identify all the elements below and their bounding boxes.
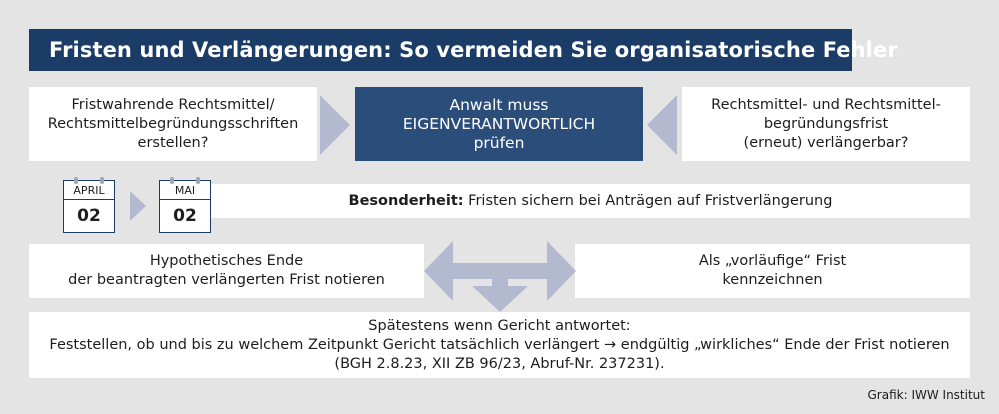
calendar-icon: [159, 180, 211, 233]
calendar-month: MAI: [160, 181, 210, 200]
box-rechtsmittel-erstellen: [29, 87, 317, 161]
calendar-icon: [63, 180, 115, 233]
box-text-line: prüfen: [473, 133, 525, 152]
arrow-right-icon: [128, 191, 148, 221]
page-title-text: Fristen und Verlängerungen: So vermeiden Sie organisatorische Fehler: [49, 38, 898, 62]
calendar-day: 02: [77, 206, 101, 226]
box-text-line: (BGH 2.8.23, XII ZB 96/23, Abruf-Nr. 237231).: [334, 355, 665, 372]
page-title: [29, 29, 898, 71]
box-text-line: EIGENVERANTWORTLICH: [402, 114, 596, 133]
besonderheit-text: Fristen sichern bei Anträgen auf Fristverlängerung: [463, 192, 833, 209]
box-gericht-antwortet: [29, 312, 970, 378]
box-text-line: Hypothetisches Ende: [149, 253, 304, 269]
box-besonderheit: [211, 184, 970, 218]
arrow-right-icon: [318, 95, 352, 155]
box-text-line: Als „vorläufige“ Frist: [698, 253, 847, 269]
box-text-line: erstellen?: [137, 134, 209, 151]
box-text-line: Rechtsmittel- und Rechtsmittel-: [711, 96, 941, 113]
box-text-line: der beantragten verlängerten Frist notieren: [68, 272, 385, 288]
box-anwalt-muss-pruefen: [355, 87, 643, 161]
besonderheit-label: Besonderheit:: [348, 192, 464, 209]
box-text-line: Fristwahrende Rechtsmittel/: [71, 96, 275, 113]
box-text-line: Feststellen, ob und bis zu welchem Zeitpunkt Gericht tatsächlich verlängert → endgültig „wirkliches“ Ende der Frist notieren: [49, 336, 950, 353]
box-text-line: kennzeichnen: [722, 272, 823, 288]
box-frist-verlaengerbar: [682, 87, 970, 161]
calendar-day: 02: [173, 206, 197, 226]
arrow-left-icon: [645, 95, 679, 155]
calendar-month: APRIL: [64, 181, 114, 200]
graphic-credit: Grafik: IWW Institut: [867, 388, 985, 402]
box-text-line: Anwalt muss: [449, 95, 549, 114]
box-text-line: begründungsfrist: [763, 115, 889, 132]
double-arrow-down-icon: [424, 236, 576, 312]
box-hypothetisches-ende: [29, 244, 424, 298]
box-vorlaeufige-frist: [575, 244, 970, 298]
box-text-line: Rechtsmittelbegründungsschriften: [47, 115, 299, 132]
box-text-line: Spätestens wenn Gericht antwortet:: [368, 317, 631, 334]
box-text-line: (erneut) verlängerbar?: [743, 134, 909, 151]
